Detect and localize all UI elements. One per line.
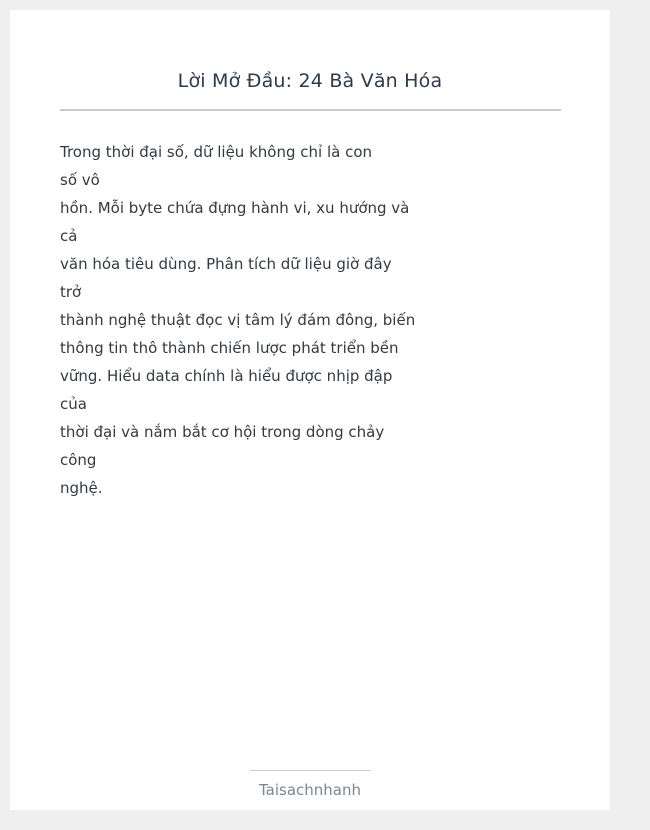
page-footer: Taisachnhanh <box>258 781 362 799</box>
body-line: số vô <box>60 171 100 189</box>
body-line: công <box>60 451 97 469</box>
body-line: thời đại và nắm bắt cơ hội trong dòng chảy <box>60 423 385 441</box>
body-line: cả <box>60 227 78 245</box>
body-line: thông tin thô thành chiến lược phát triển bền <box>60 339 399 357</box>
body-line: hồn. Mỗi byte chứa đựng hành vi, xu hướng và <box>60 199 410 217</box>
body-line: vững. Hiểu data chính là hiểu được nhịp đập <box>60 367 393 385</box>
body-text <box>60 138 416 502</box>
body-line: Trong thời đại số, dữ liệu không chỉ là con <box>60 143 372 161</box>
body-line: văn hóa tiêu dùng. Phân tích dữ liệu giờ đây <box>60 255 392 273</box>
title-divider <box>60 109 561 111</box>
footer-divider <box>250 770 371 771</box>
body-line: trở <box>60 283 82 301</box>
body-line: của <box>60 395 87 413</box>
page-title: Lời Mở Đầu: 24 Bà Văn Hóa <box>177 70 443 92</box>
document-page <box>10 10 610 810</box>
body-line: nghệ. <box>60 479 103 497</box>
body-line: thành nghệ thuật đọc vị tâm lý đám đông, biến <box>60 311 416 329</box>
